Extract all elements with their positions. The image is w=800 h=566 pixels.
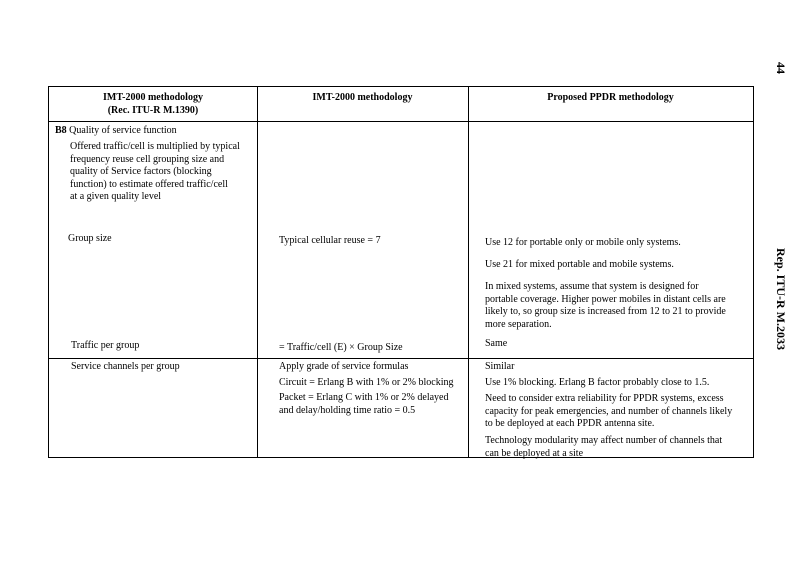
section-description: Offered traffic/cell is multiplied by typical frequency reuse cell grouping size and quality of Service factors (blocking function) to estimate offered traffic/cell at a given quality level — [70, 141, 240, 202]
service-channels-ppdr-3: Need to consider extra reliability for PPDR systems, excess capacity for peak emergencies, and number of channels likely to be deployed at each PPDR antenna site. — [485, 393, 733, 429]
service-channels-imt-3: Packet = Erlang C with 1% or 2% delayed and delay/holding time ratio = 0.5 — [279, 392, 449, 416]
column-divider-1 — [257, 87, 258, 457]
group-size-ppdr-3: In mixed systems, assume that system is designed for portable coverage. Higher power mobiles in distant cells are likely to, so group size is increased from 12 to 21 to provide more separation. — [485, 281, 726, 330]
traffic-per-group-imt: = Traffic/cell (E) × Group Size — [279, 342, 403, 353]
service-channels-ppdr-4: Technology modularity may affect number of channels that can be deployed at a site — [485, 435, 723, 459]
page-number: 44 — [774, 62, 788, 74]
group-size-imt: Typical cellular reuse = 7 — [279, 235, 381, 246]
service-channels-imt-1: Apply grade of service formulas — [279, 361, 409, 372]
column-divider-2 — [468, 87, 469, 457]
section-heading — [55, 125, 177, 138]
service-channels-ppdr-1: Similar — [485, 361, 515, 372]
methodology-table — [48, 86, 754, 458]
traffic-per-group-label: Traffic per group — [71, 340, 140, 351]
service-channels-ppdr-2: Use 1% blocking. Erlang B factor probably close to 1.5. — [485, 377, 710, 388]
service-channels-imt-2: Circuit = Erlang B with 1% or 2% blocking — [279, 377, 454, 388]
group-size-label: Group size — [68, 233, 112, 244]
section-title: Quality of service function — [69, 125, 177, 136]
header-col-1: IMT-2000 methodology (Rec. ITU-R M.1390) — [103, 92, 203, 116]
header-col-3: Proposed PPDR methodology — [547, 92, 674, 103]
header-col-2: IMT-2000 methodology — [312, 92, 413, 103]
traffic-per-group-ppdr: Same — [485, 338, 508, 349]
group-size-ppdr-1: Use 12 for portable only or mobile only systems. — [485, 237, 681, 248]
running-head: Rep. ITU-R M.2033 — [774, 248, 788, 350]
group-size-ppdr-2: Use 21 for mixed portable and mobile systems. — [485, 259, 674, 270]
header-divider — [49, 121, 753, 122]
row-divider — [49, 358, 753, 359]
service-channels-label: Service channels per group — [71, 361, 180, 372]
section-id: B8 — [55, 125, 67, 136]
